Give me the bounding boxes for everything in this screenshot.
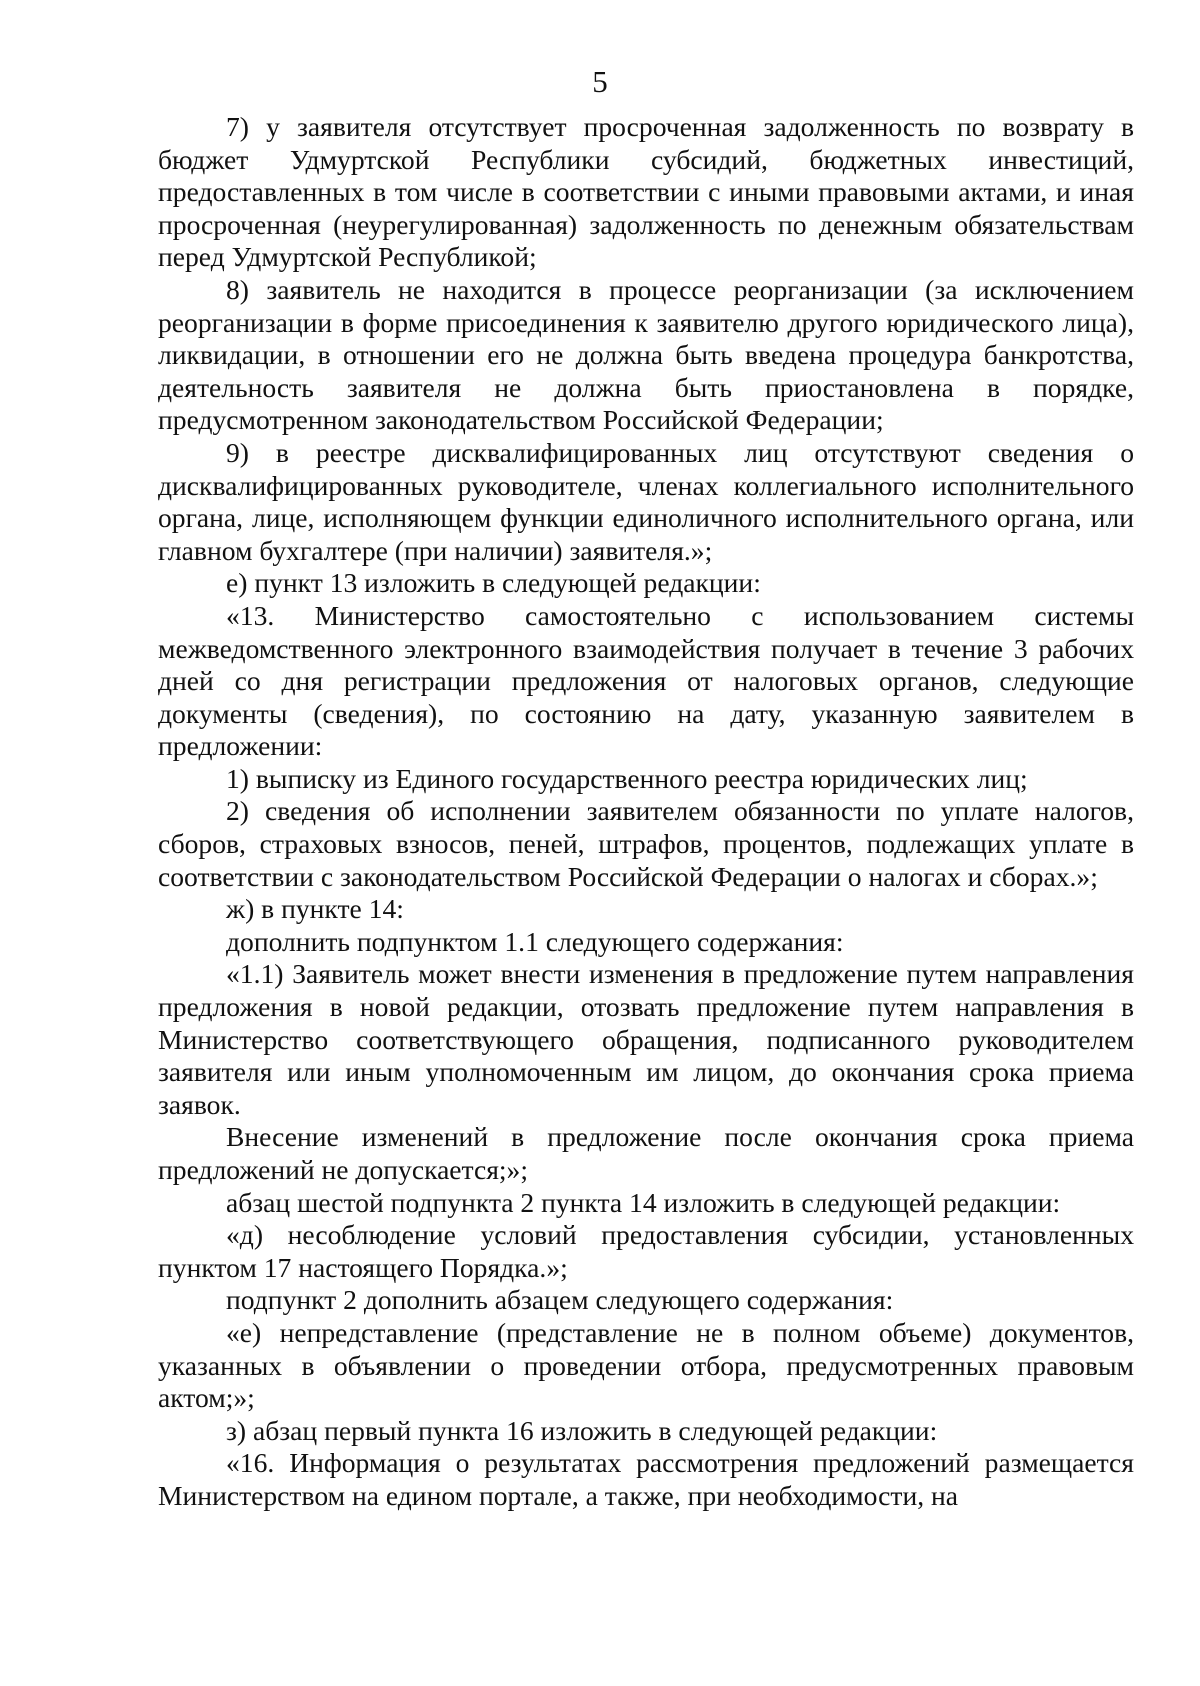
paragraph-changes-note: Внесение изменений в предложение после окончания срока приема предложений не допускается;»; [158, 1121, 1134, 1185]
paragraph-13-item-2: 2) сведения об исполнении заявителем обязанности по уплате налогов, сборов, страховых взносов, пеней, штрафов, процентов, подлежащих уплате в соответствии с законодательством Российской Федерации о налогах и сборах.»; [158, 795, 1134, 892]
document-body [158, 111, 1134, 1513]
paragraph-item-8: 8) заявитель не находится в процессе реорганизации (за исключением реорганизации в форме присоединения к заявителю другого юридического лица), ликвидации, в отношении его не должна быть введена процедура банкротства, деятельность заявителя не должна быть приостановлена в порядке, предусмотренном законодательством Российской Федерации; [158, 273, 1134, 436]
paragraph-item-9: 9) в реестре дисквалифицированных лиц отсутствуют сведения о дисквалифицированных руководителе, членах коллегиального исполнительного органа, лице, исполняющем функции единоличного исполнительного органа, или главном бухгалтере (при наличии) заявителя.»; [158, 436, 1134, 566]
paragraph-abzac-6: абзац шестой подпункта 2 пункта 14 изложить в следующей редакции: [226, 1186, 1061, 1218]
paragraph-z: з) абзац первый пункта 16 изложить в следующей редакции: [226, 1414, 938, 1446]
paragraph-zh: ж) в пункте 14: [226, 893, 404, 925]
page-number: 5 [592, 64, 608, 99]
paragraph-e: е) пункт 13 изложить в следующей редакции: [226, 567, 761, 599]
paragraph-item-d: «д) несоблюдение условий предоставления субсидии, установленных пунктом 17 настоящего Порядка.»; [158, 1219, 1134, 1283]
paragraph-subpoint-2: подпункт 2 дополнить абзацем следующего содержания: [226, 1284, 894, 1316]
paragraph-point-13: «13. Министерство самостоятельно с использованием системы межведомственного электронного взаимодействия получает в течение 3 рабочих дней со дня регистрации предложения от налоговых органов, следующие документы (сведения), по состоянию на дату, указанную заявителем в предложении: [158, 599, 1134, 762]
paragraph-add-1-1: дополнить подпунктом 1.1 следующего содержания: [226, 925, 844, 957]
paragraph-point-16: «16. Информация о результатах рассмотрения предложений размещается Министерством на едином портале, а также, при необходимости, на [158, 1447, 1134, 1511]
paragraph-item-1-1: «1.1) Заявитель может внести изменения в предложение путем направления предложения в новой редакции, отозвать предложение путем направления в Министерство соответствующего обращения, подписанного руководителем заявителя или иным уполномоченным им лицом, до окончания срока приема заявок. [158, 958, 1134, 1120]
paragraph-item-e: «е) непредставление (представление не в полном объеме) документов, указанных в объявлении о проведении отбора, предусмотренных правовым актом;»; [158, 1316, 1134, 1414]
paragraph-13-item-1: 1) выписку из Единого государственного реестра юридических лиц; [226, 762, 1028, 794]
paragraph-item-7: 7) у заявителя отсутствует просроченная задолженность по возврату в бюджет Удмуртской Республики субсидий, бюджетных инвестиций, предоставленных в том числе в соответствии с иными правовыми актами, и иная просроченная (неурегулированная) задолженность по денежным обязательствам перед Удмуртской Республикой; [158, 111, 1134, 273]
